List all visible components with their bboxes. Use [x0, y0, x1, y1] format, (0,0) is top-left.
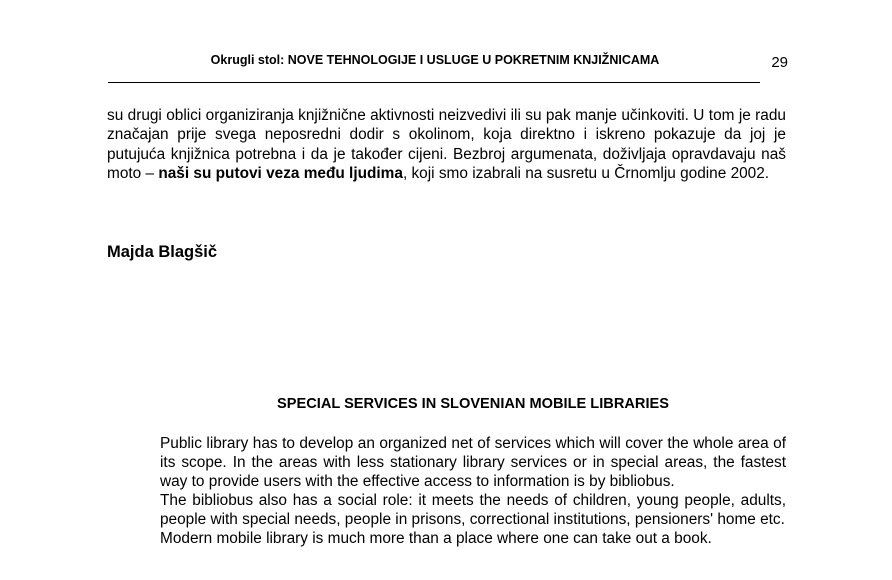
intro-text-start: su drugi oblici organiziranja knjižnične aktivnosti neizvedivi ili su pak manje učinkoviti. U tom je radu značajan prije svega neposredni dodir s okolinom, koja direktno i iskreno pokazuje da joj je putujuća knjižnica potrebna i da je također cijeni. Bezbroj argumenata, doživljaja opravdavaju naš moto – — [107, 107, 786, 183]
intro-motto: naši su putovi veza među ljudima — [158, 165, 403, 183]
abstract-paragraph: Modern mobile library is much more than a place where one can take out a book. — [160, 530, 712, 548]
abstract-paragraph: Public library has to develop an organized net of services which will cover the whole area of its scope. In the areas with less stationary library services or in special areas, the fastest way to provide users with the effective access to information is by bibliobus. — [160, 435, 786, 491]
intro-paragraph — [107, 106, 786, 184]
running-header-title: Okrugli stol: NOVE TEHNOLOGIJE I USLUGE U POKRETNIM KNJIŽNICAMA — [210, 53, 660, 67]
section-title: SPECIAL SERVICES IN SLOVENIAN MOBILE LIBRARIES — [277, 396, 669, 412]
abstract-paragraph: The bibliobus also has a social role: it meets the needs of children, young people, adults, people with special needs, people in prisons, correctional institutions, pensioners' home etc. — [160, 492, 786, 529]
header-divider — [108, 82, 760, 83]
intro-text-end: , koji smo izabrali na susretu u Črnomlju godine 2002. — [402, 165, 770, 183]
abstract-body — [160, 434, 786, 549]
page-number: 29 — [771, 54, 788, 71]
author-name: Majda Blagšič — [107, 243, 218, 261]
